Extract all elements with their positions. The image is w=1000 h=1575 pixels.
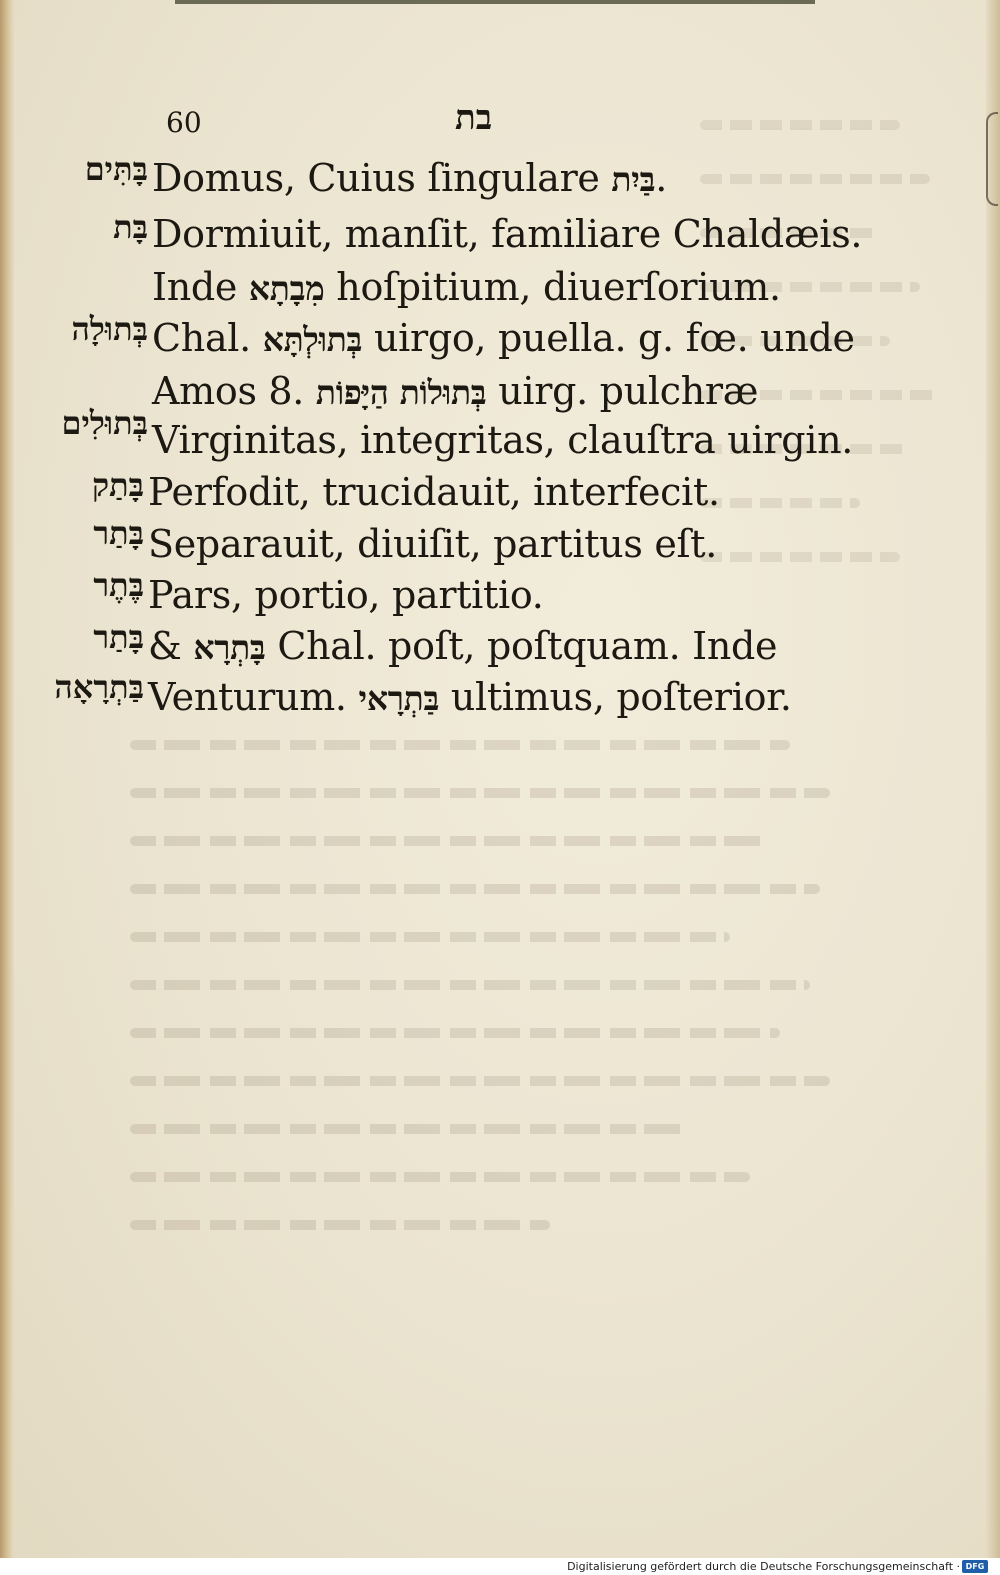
headword: בָּתַר [93,618,144,656]
headword: בָּתִּים [84,150,148,188]
entry-line [148,470,720,514]
entry-text: & [148,624,182,668]
bleed-through-text [130,740,850,1260]
entry-text: Inde [152,265,238,309]
entry-text: Chal. [152,316,251,360]
entry-line [152,156,667,200]
entry-text: Venturum. [148,675,347,719]
entry-text: Domus, Cuius ſingulare [152,156,600,200]
footer-credit: Digitalisierung gefördert durch die Deutsche Forschungsgemeinschaft · [567,1560,960,1573]
book-spine-edge [0,0,14,1558]
headword: בָּתַר [93,514,144,552]
entry-line [152,316,855,360]
hebrew-term: מִבָתָא [248,269,325,308]
entry-text-continued: hoſpitium, diuerſorium. [336,265,781,309]
entry-line [148,573,544,617]
hebrew-term: בַּתְרָאי [358,679,440,718]
headword: בֶּתֶר [93,566,144,604]
hebrew-term: בְּתוּלוֹת הַיָּפוֹת [315,373,487,412]
entry-line [152,212,862,256]
hebrew-term: בַּיִת [611,160,656,199]
entry-text-continued: uirg. pulchræ [498,369,759,413]
entry-text: Perfodit, trucidauit, interfecit. [148,470,720,514]
entry-text: Dormiuit, manſit, familiare Chaldæis. [152,212,863,256]
hebrew-term: בְּתוּלְתָּא [262,320,363,359]
entry-text: Amos 8. [152,369,305,413]
headword: בָּת [113,208,148,246]
dfg-logo: DFG [962,1560,988,1573]
entry-line [152,265,781,309]
right-page-edge [986,0,1000,1558]
entry-line [148,624,777,668]
headword: בְּתוּלִים [61,404,148,442]
entry-text-continued: Chal. poſt, poſtquam. Inde [277,624,778,668]
entry-text-continued: . [655,156,667,200]
headword: בְּתוּלָה [71,310,148,348]
entry-text: Separauit, diuiſit, partitus eſt. [148,522,718,566]
headword: בָּתַק [91,466,144,504]
entry-text: Virginitas, integritas, clauſtra uirgin. [152,418,854,462]
entry-line [148,675,792,719]
page-number: 60 [166,106,202,139]
entry-line [152,418,853,462]
entry-text-continued: uirgo, puella. g. fœ. unde [373,316,855,360]
top-binding-strip [175,0,815,4]
facing-page-curl [986,112,998,206]
hebrew-term: בָּתְרָא [193,628,266,667]
headword: בַּתְרָאָה [54,668,144,706]
entry-line [152,369,758,413]
entry-text: Pars, portio, partitio. [148,573,544,617]
running-head: בת [455,98,493,138]
entry-line [148,522,717,566]
entry-text-continued: ultimus, poſterior. [450,675,792,719]
